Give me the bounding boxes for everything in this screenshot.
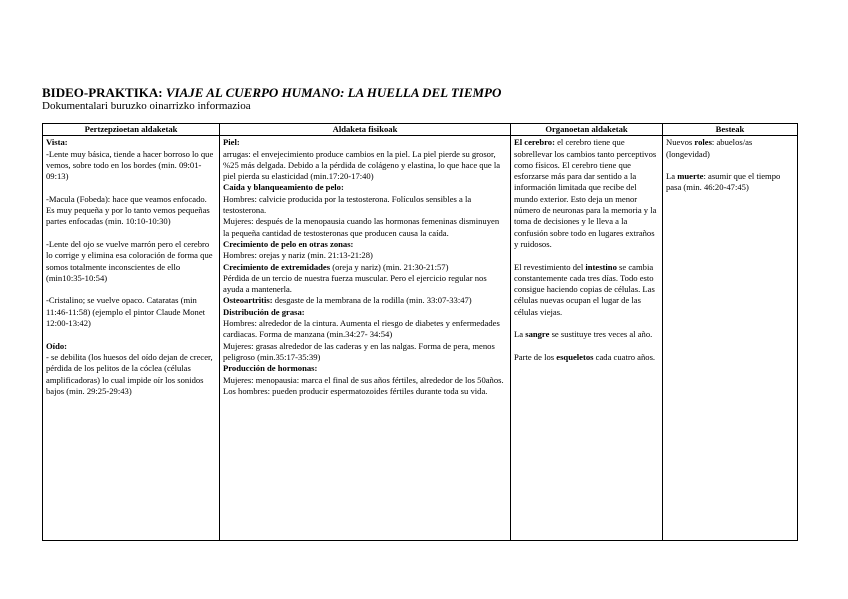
piel-text: arrugas: el envejecimiento produce cambios en la piel. La piel pierde su grosor, %25 más delgada. Debido a la pérdida de colágeno y elastina, lo que hace que la piel pierda su elasticidad (min.17:20-17:40): [223, 148, 501, 182]
cell-organs: [511, 136, 663, 541]
vista-item: -Macula (Fobeda): hace que veamos enfocado. Es muy pequeña y por lo tanto vemos pequeñas partes enfocadas (min. 10:10-10:30): [46, 193, 210, 227]
cerebro-title: El cerebro:: [514, 137, 555, 148]
section-title-vista: Vista:: [46, 137, 68, 148]
section-title-osteoartritis: Osteoartritis:: [223, 295, 273, 306]
roles-keyword: roles: [694, 137, 712, 148]
esqueleto-keyword: esqueletos: [556, 351, 594, 362]
perdida-muscular-text: Pérdida de un tercio de nuestra fuerza muscular. Pero el ejercicio regular nos ayuda a mantenerla.: [223, 272, 487, 295]
crecimiento-pelo-text: Hombres: orejas y nariz (min. 21:13-21:28): [223, 250, 373, 261]
cell-perception: [43, 136, 220, 541]
muerte-keyword: muerte: [677, 171, 704, 182]
table-row: [43, 136, 798, 541]
document-title: [42, 86, 501, 100]
muerte-paragraph: La muerte: asumir que el tiempo pasa (min. 46:20-47:45): [666, 171, 781, 193]
extremidades-text: (oreja y nariz) (min. 21:30-21:57): [330, 261, 449, 272]
grasa-item: Hombres: alrededor de la cintura. Aumenta el riesgo de diabetes y enfermedades cardiacas. Forma de manzana (min.34:27- 34:54): [223, 318, 500, 340]
vista-item: -Lente muy básica, tiende a hacer borroso lo que vemos, sobre todo en los bordes (min. 09:01- 09:13): [46, 148, 214, 182]
sangre-keyword: sangre: [525, 329, 550, 340]
section-title-hormonas: Producción de hormonas:: [223, 363, 318, 374]
vista-item: -Lente del ojo se vuelve marrón pero el cerebro lo corrige y elimina esa coloración de forma que somos totalmente inconscientes de ello (min10:35-10:54): [46, 238, 213, 283]
header-physical-changes: Aldaketa fisikoak: [220, 124, 511, 136]
esqueleto-paragraph: Parte de los esqueletos cada cuatro años.: [514, 351, 656, 362]
section-title-grasa: Distribución de grasa:: [223, 306, 305, 317]
document-subtitle: Dokumentalari buruzko oinarrizko informazioa: [42, 100, 251, 112]
title-prefix: BIDEO-PRAKTIKA:: [42, 85, 166, 100]
section-title-piel: Piel:: [223, 137, 240, 148]
header-organ-changes: Organoetan aldaketak: [511, 124, 663, 136]
title-italic: VIAJE AL CUERPO HUMANO: LA HUELLA DEL TIEMPO: [165, 85, 502, 100]
table-header-row: [43, 124, 798, 136]
osteoartritis-text: desgaste de la membrana de la rodilla (min. 33:07-33:47): [272, 295, 472, 306]
roles-paragraph: Nuevos roles: abuelos/as (longevidad): [666, 137, 753, 159]
section-title-crecimiento-pelo: Crecimiento de pelo en otras zonas:: [223, 238, 354, 249]
intestino-paragraph: El revestimiento del intestino se cambia constantemente cada tres días. Todo esto consigue haciendo copias de células. Las células nuevas ocupan el lugar de las células viejas.: [514, 261, 655, 317]
header-perception-changes: Pertzepzioetan aldaketak: [43, 124, 220, 136]
section-title-extremidades: Crecimiento de extremidades: [223, 261, 331, 272]
caida-item: Hombres: calvicie producida por la testosterona. Folículos sensibles a la testosterona.: [223, 193, 472, 216]
section-title-oido: Oído:: [46, 340, 68, 351]
changes-table: [42, 123, 798, 541]
intestino-keyword: intestino: [585, 261, 617, 272]
caida-item: Mujeres: después de la menopausia cuando las hormonas femeninas disminuyen la pequeña cantidad de testosteronas que producen causa la caída.: [223, 216, 500, 238]
header-other: Besteak: [663, 124, 798, 136]
hormonas-item: Mujeres: menopausia: marca el final de sus años fértiles, alrededor de los 50años.: [223, 374, 504, 385]
vista-item: -Cristalino; se vuelve opaco. Cataratas (min 11:46-11:58) (ejemplo el pintor Claude Monet 12:00-13:42): [46, 295, 206, 329]
grasa-item: Mujeres: grasas alrededor de las caderas y en las nalgas. Forma de pera, menos peligroso (min.35:17-35:39): [223, 340, 495, 362]
sangre-paragraph: La sangre se sustituye tres veces al año.: [514, 329, 653, 340]
cell-other: [663, 136, 798, 541]
hormonas-item: Los hombres: pueden producir espermatozoides fértiles durante toda su vida.: [223, 385, 488, 396]
cell-physical: [220, 136, 511, 541]
cerebro-paragraph: El cerebro: el cerebro tiene que sobrellevar los cambios tanto perceptivos como físicos. El cerebro tiene que esforzarse más para dar sentido a la información limitada que recibe del mundo exterior. Esto deja un menor número de neuronas para la memoria y la toma de decisiones y le lleva a la confusión sobre todo en lugares extraños y ruidosos.: [514, 137, 657, 249]
oido-item: - se debilita (los huesos del oído dejan de crecer, pérdida de los pelitos de la cóclea (células amplificadoras) lo cual impide oír los sonidos bajos (min. 29:25-29:43): [46, 351, 213, 396]
section-title-caida: Caída y blanqueamiento de pelo:: [223, 182, 344, 193]
